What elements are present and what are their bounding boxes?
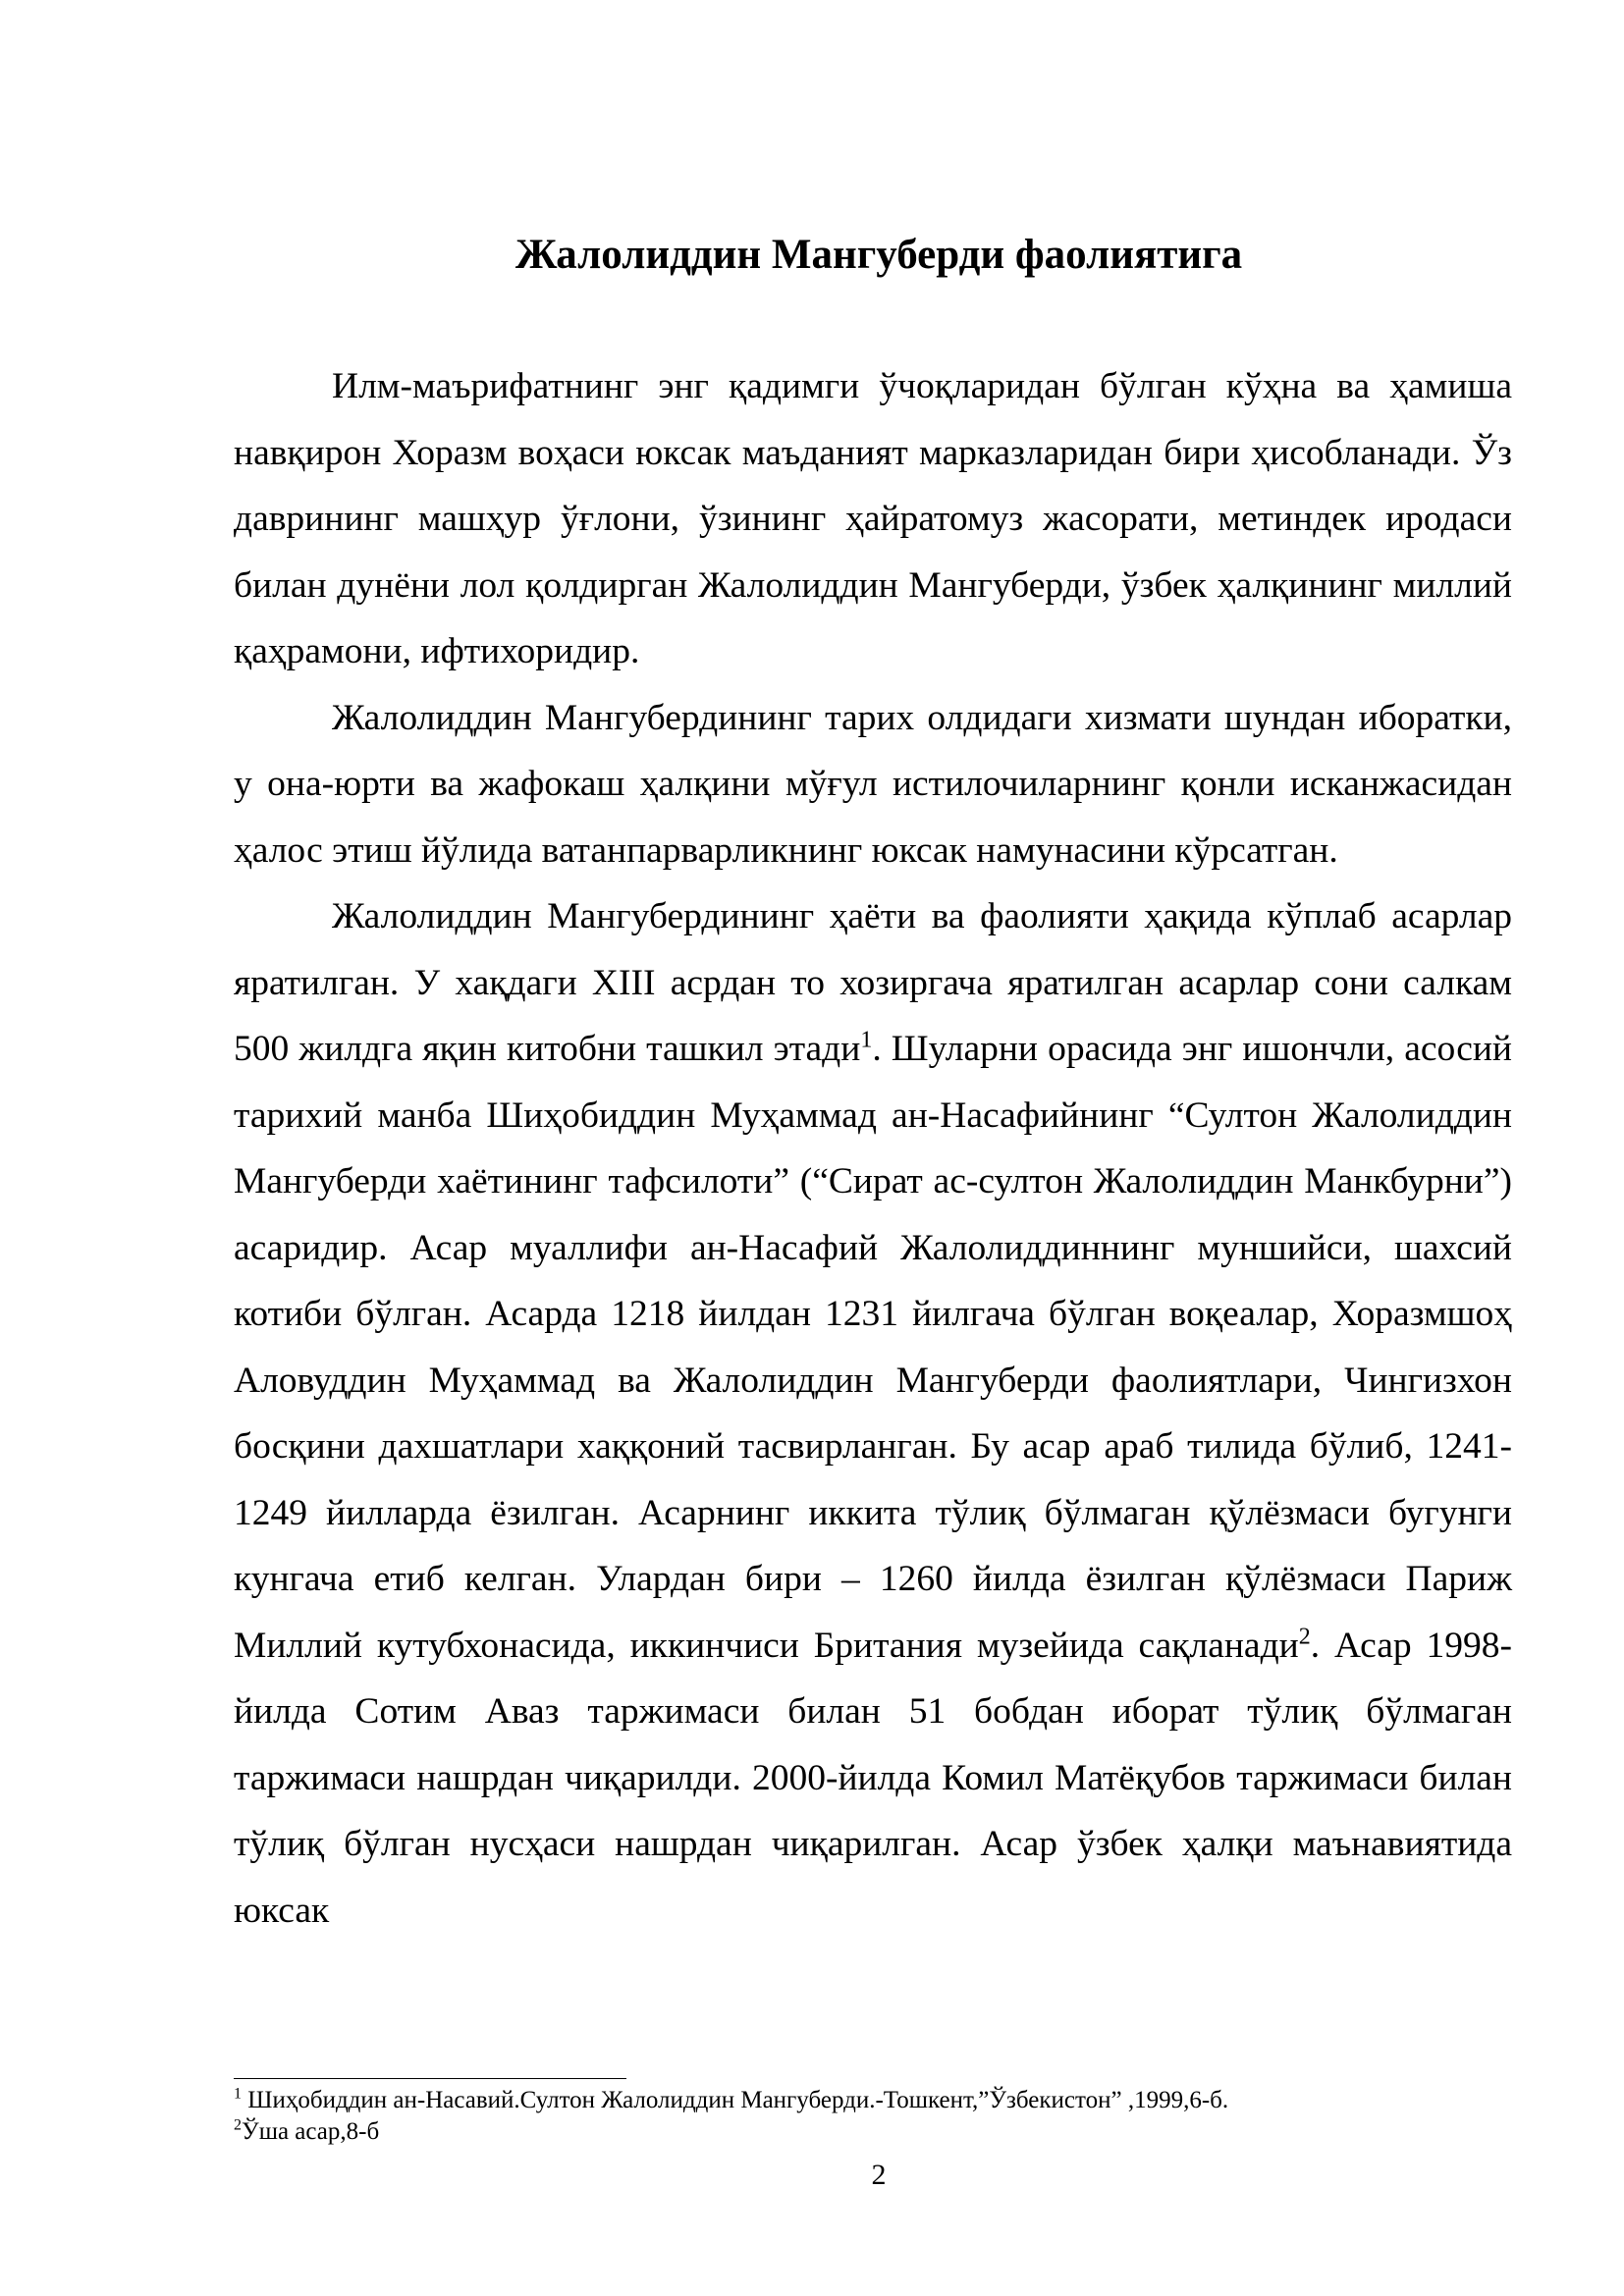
footnote-2-mark: 2: [234, 2116, 242, 2134]
footnote-2: [234, 2116, 1512, 2148]
paragraph-3-part-1: Жалолиддин Мангубердининг ҳаёти ва фаолияти ҳақида кўплаб асарлар яратилган. У хақдаги XIII асрдан то хозиргача яратилган асарлар сони салкам 500 жилдга яқин китобни ташкил этади: [234, 896, 1512, 1069]
paragraph-3-part-2: . Шуларни орасида энг ишончли, асосий тарихий манба Шиҳобиддин Муҳаммад ан-Насафийнинг “Султон Жалолиддин Мангуберди хаётининг тафсилоти” (“Сират ас-султон Жалолиддин Манкбурни”) асаридир. Асар муаллифи ан-Насафий Жалолиддиннинг муншийси, шахсий котиби бўлган. Асарда 1218 йилдан 1231 йилгача бўлган воқеалар, Хоразмшоҳ Аловуддин Муҳаммад ва Жалолиддин Мангуберди фаолиятлари, Чингизхон босқини дахшатлари хаққоний тасвирланган. Бу асар араб тилида бўлиб, 1241-1249 йилларда ёзилган. Асарнинг иккита тўлиқ бўлмаган қўлёзмаси бугунги кунгача етиб келган. Улардан бири – 1260 йилда ёзилган қўлёзмаси Париж Миллий кутубхонасида, иккинчиси Британия музейида сақланади: [234, 1029, 1512, 1666]
paragraph-2: Жалолиддин Мангубердининг тарих олдидаги хизмати шундан иборатки, у она-юрти ва жафокаш ҳалқини мўғул истилочиларнинг қонли исканжасидан ҳалос этиш йўлида ватанпарварликнинг юксак намунасини кўрсатган.: [234, 697, 1512, 871]
footnote-1: [234, 2085, 1512, 2116]
footnote-1-mark: 1: [234, 2085, 242, 2103]
document-title: Жалолиддин Мангуберди фаолиятига: [514, 232, 1243, 278]
paragraph-3: [234, 883, 1512, 1944]
footnote-ref-1: 1: [860, 1027, 873, 1053]
body-text: [234, 353, 1512, 1944]
footnotes: [234, 2085, 1512, 2148]
paragraph-1: Илм-маърифатнинг энг қадимги ўчоқларидан бўлган кўҳна ва ҳамиша навқирон Хоразм воҳаси юксак маъданият марказларидан бири ҳисобланади. Ўз даврининг машҳур ўғлони, ўзининг ҳайратомуз жасорати, метиндек иродаси билан дунёни лол қолдирган Жалолиддин Мангуберди, ўзбек ҳалқининг миллий қаҳрамони, ифтихоридир.: [234, 366, 1512, 671]
footnote-separator: [234, 2078, 626, 2079]
footnote-2-text: Ўша асар,8-б: [242, 2118, 380, 2145]
footnote-1-text: Шиҳобиддин ан-Насавий.Султон Жалолиддин Мангуберди.-Тошкент,”Ўзбекистон” ,1999,6-б.: [242, 2087, 1229, 2113]
footnote-ref-2: 2: [1298, 1624, 1311, 1649]
paragraph-3-part-3: . Асар 1998-йилда Сотим Аваз таржимаси билан 51 бобдан иборат тўлиқ бўлмаган таржимаси нашрдан чиқарилди. 2000-йилда Комил Матёқубов таржимаси билан тўлиқ бўлган нусҳаси нашрдан чиқарилган. Асар ўзбек ҳалқи маънавиятида юксак: [234, 1625, 1512, 1931]
page-number: 2: [871, 2159, 887, 2191]
